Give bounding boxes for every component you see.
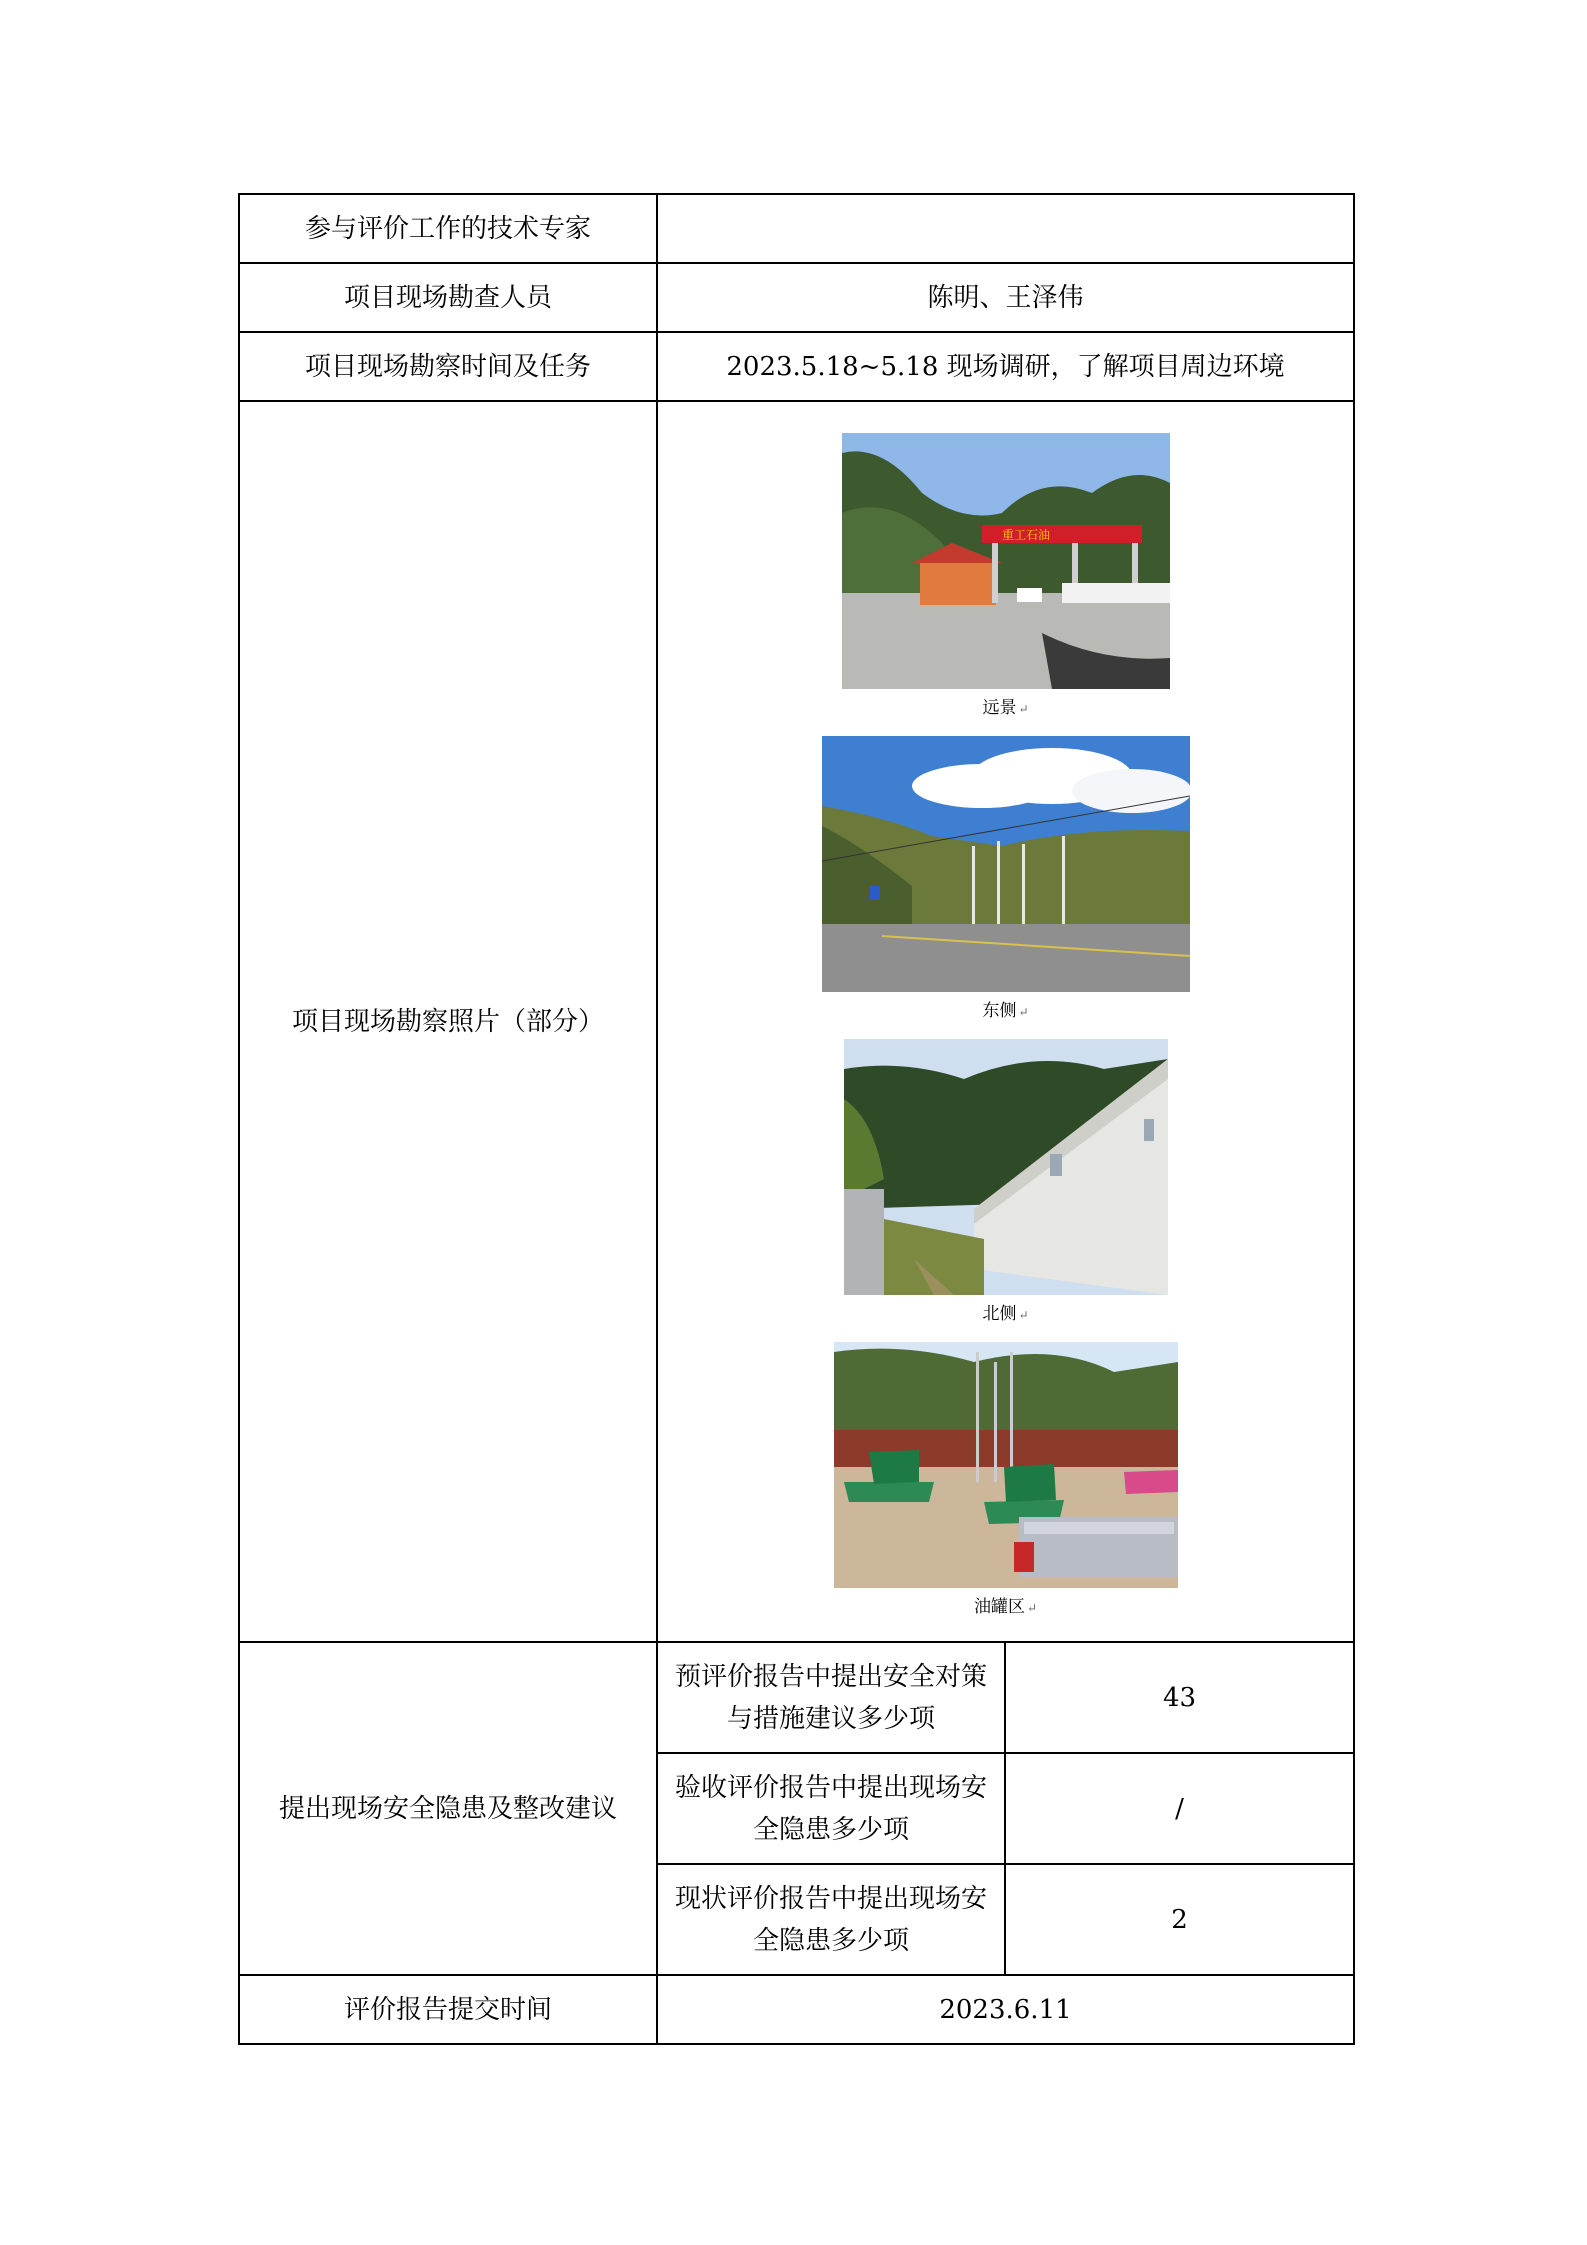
table-row (239, 332, 1354, 401)
photo-east-side (822, 736, 1190, 1027)
submit-time-label: 评价报告提交时间 (239, 1975, 657, 2044)
gas-station-image (842, 433, 1170, 689)
photos-label: 项目现场勘察照片（部分） (239, 401, 657, 1642)
paragraph-mark-icon: ↵ (1018, 1004, 1029, 1019)
east-side-image (822, 736, 1190, 992)
survey-people-value: 陈明、王泽伟 (657, 263, 1354, 332)
photo-north-side (844, 1039, 1168, 1330)
table-row (239, 401, 1354, 1642)
hazard-question: 现状评价报告中提出现场安全隐患多少项 (657, 1864, 1005, 1975)
paragraph-mark-icon: ↵ (1026, 1600, 1038, 1615)
photo-caption: 油罐区 ↵ (973, 1596, 1038, 1617)
table-row (239, 263, 1354, 332)
photo-tank-area (834, 1342, 1178, 1623)
hazard-answer: 43 (1005, 1642, 1354, 1753)
photo-caption: 北侧 ↵ (982, 1303, 1029, 1324)
experts-label: 参与评价工作的技术专家 (239, 194, 657, 263)
table-row (239, 1642, 1354, 1753)
hazards-label: 提出现场安全隐患及整改建议 (239, 1642, 657, 1975)
survey-time-value: 2023.5.18~5.18 现场调研，了解项目周边环境 (657, 332, 1354, 401)
photo-caption: 远景 ↵ (982, 697, 1029, 718)
experts-value (657, 194, 1354, 263)
survey-people-label: 项目现场勘查人员 (239, 263, 657, 332)
north-side-image (844, 1039, 1168, 1295)
photo-caption: 东侧 ↵ (982, 1000, 1029, 1021)
paragraph-mark-icon: ↵ (1018, 701, 1029, 716)
tank-area-image (834, 1342, 1178, 1588)
paragraph-mark-icon: ↵ (1018, 1307, 1029, 1322)
photo-far-view (842, 433, 1170, 724)
submit-time-value: 2023.6.11 (657, 1975, 1354, 2044)
hazard-answer: 2 (1005, 1864, 1354, 1975)
hazard-question: 验收评价报告中提出现场安全隐患多少项 (657, 1753, 1005, 1864)
survey-time-label: 项目现场勘察时间及任务 (239, 332, 657, 401)
gas-station-sign-text: 重工石油 (1001, 527, 1050, 542)
table-row (239, 1975, 1354, 2044)
photos-cell (657, 401, 1354, 1642)
hazard-answer: / (1005, 1753, 1354, 1864)
hazard-question: 预评价报告中提出安全对策与措施建议多少项 (657, 1642, 1005, 1753)
table-row (239, 194, 1354, 263)
photo-list (658, 409, 1353, 1635)
evaluation-info-table (238, 193, 1355, 2045)
